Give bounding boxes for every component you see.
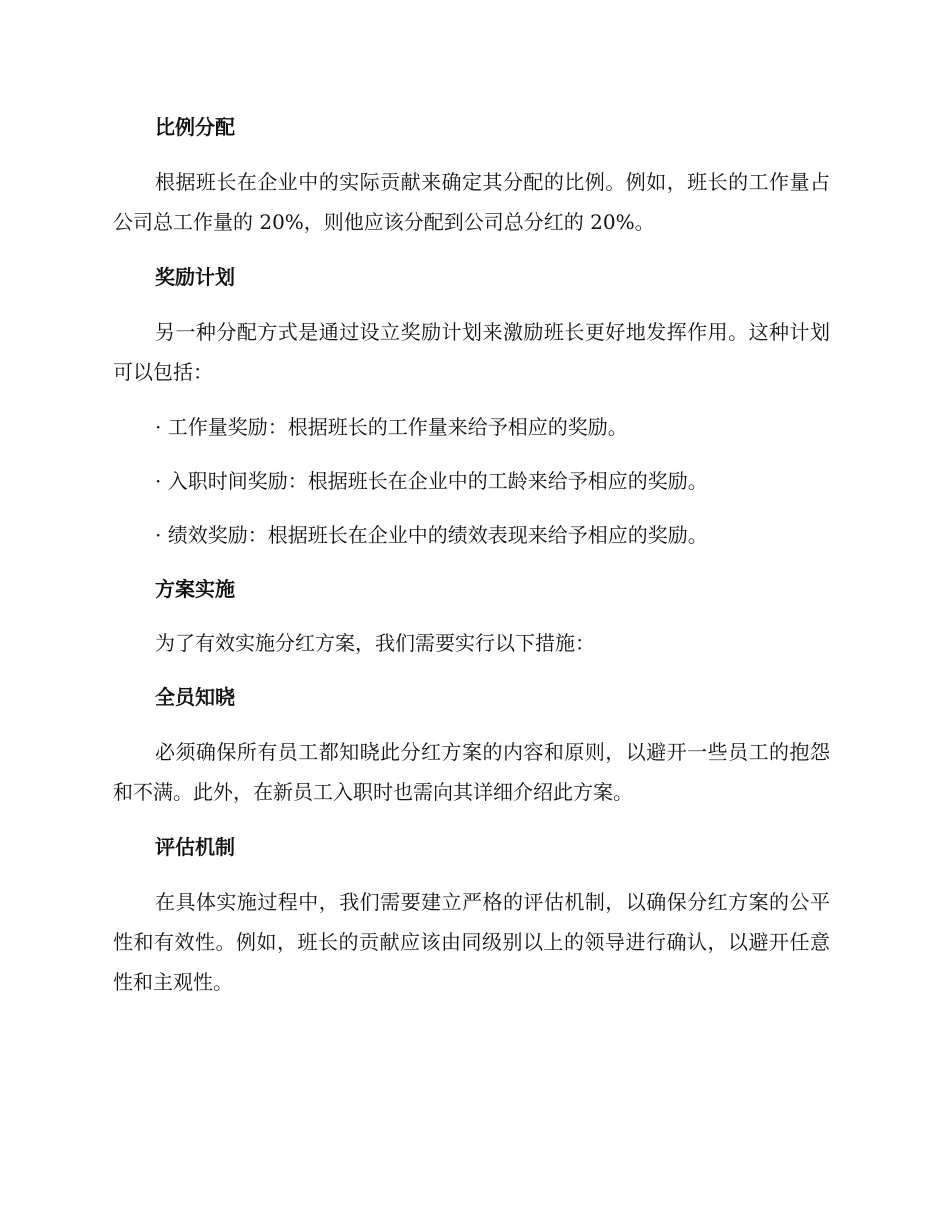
paragraph-evaluation-mechanism: 在具体实施过程中，我们需要建立严格的评估机制，以确保分红方案的公平性和有效性。例如，班长的贡献应该由同级别以上的领导进行确认，以避开任意性和主观性。: [113, 890, 830, 994]
paragraph-implementation: 为了有效实施分红方案，我们需要实行以下措施：: [155, 631, 595, 655]
bullet-performance-reward: · 绩效奖励：根据班长在企业中的绩效表现来给予相应的奖励。: [155, 523, 708, 547]
paragraph-proportional-allocation: 根据班长在企业中的实际贡献来确定其分配的比例。例如，班长的工作量占公司总工作量的 20%，则他应该分配到公司总分红的 20%。: [113, 170, 830, 234]
bullet-workload-reward: · 工作量奖励：根据班长的工作量来给予相应的奖励。: [155, 415, 628, 439]
document-body: [113, 108, 830, 1018]
section-heading-proportional-allocation: 比例分配: [155, 115, 235, 139]
section-heading-reward-plan: 奖励计划: [155, 265, 235, 289]
section-heading-implementation: 方案实施: [155, 577, 235, 601]
section-heading-full-awareness: 全员知晓: [155, 685, 235, 709]
section-heading-evaluation-mechanism: 评估机制: [155, 835, 235, 859]
paragraph-reward-plan: 另一种分配方式是通过设立奖励计划来激励班长更好地发挥作用。这种计划可以包括：: [113, 320, 830, 384]
bullet-tenure-reward: · 入职时间奖励：根据班长在企业中的工龄来给予相应的奖励。: [155, 469, 708, 493]
paragraph-full-awareness: 必须确保所有员工都知晓此分红方案的内容和原则，以避开一些员工的抱怨和不满。此外，在新员工入职时也需向其详细介绍此方案。: [113, 740, 830, 804]
